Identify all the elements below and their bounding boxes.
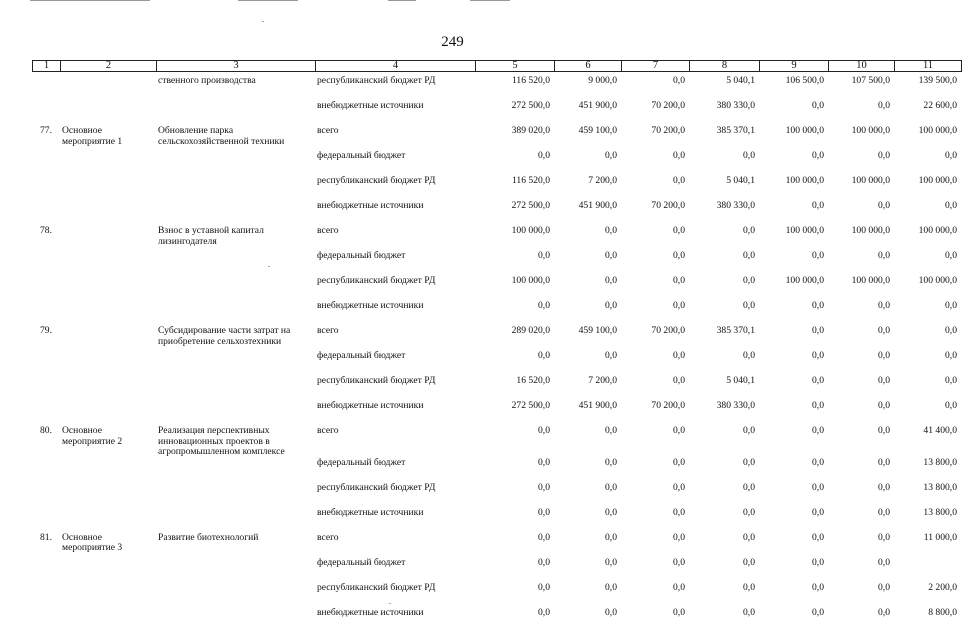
value-col-5: 100 000,0 (511, 275, 550, 286)
row-number (32, 151, 60, 176)
value-col-9: 0,0 (812, 300, 824, 311)
value-col-6: 0,0 (605, 225, 617, 236)
row-number (32, 483, 60, 508)
value-col-6: 451 900,0 (578, 200, 617, 211)
event-name: Основное мероприятие 2 (62, 425, 123, 447)
row-number (32, 351, 60, 376)
value-col-7: 0,0 (673, 531, 685, 543)
funding-source: республиканский бюджет РД (317, 275, 436, 286)
table-row (32, 376, 961, 401)
row-number (32, 458, 60, 483)
table-row (32, 101, 961, 126)
value-col-8: 5 040,1 (726, 75, 755, 86)
row-number (32, 608, 60, 633)
row-number: 80. (40, 425, 52, 436)
value-col-10: 0,0 (878, 375, 890, 386)
event-name (60, 483, 156, 508)
event-name (60, 351, 156, 376)
table-row (32, 151, 961, 176)
value-col-5: 0,0 (538, 300, 550, 311)
value-col-10: 107 500,0 (851, 75, 890, 86)
activity-description (156, 583, 315, 608)
value-col-7: 0,0 (673, 425, 685, 436)
funding-source: республиканский бюджет РД (317, 481, 436, 493)
value-col-11: 100 000,0 (918, 175, 957, 186)
value-col-10: 100 000,0 (851, 125, 890, 136)
value-col-11: 0,0 (945, 375, 957, 386)
event-name (60, 276, 156, 301)
funding-source: республиканский бюджет РД (317, 175, 436, 186)
value-col-5: 272 500,0 (511, 100, 550, 111)
value-col-8: 0,0 (743, 425, 755, 436)
value-col-10: 0,0 (878, 150, 890, 161)
value-col-9: 0,0 (812, 425, 824, 436)
activity-description (156, 558, 315, 583)
value-col-8: 380 330,0 (716, 100, 755, 111)
table-row (32, 401, 961, 426)
value-col-9: 0,0 (812, 556, 824, 568)
row-number (32, 76, 60, 101)
value-col-9: 0,0 (812, 350, 824, 361)
funding-source: федеральный бюджет (317, 150, 406, 161)
value-col-11: 13 800,0 (923, 506, 957, 518)
header-col-2: 2 (61, 61, 157, 72)
table-row (32, 276, 961, 301)
value-col-8: 385 370,1 (716, 325, 755, 336)
value-col-10: 0,0 (878, 400, 890, 411)
value-col-8: 0,0 (743, 556, 755, 568)
activity-description (156, 101, 315, 126)
value-col-8: 385 370,1 (716, 125, 755, 136)
value-col-5: 0,0 (538, 456, 550, 468)
value-col-6: 459 100,0 (578, 325, 617, 336)
value-col-10: 0,0 (878, 425, 890, 436)
event-name (60, 251, 156, 276)
value-col-10: 0,0 (878, 506, 890, 518)
table-row (32, 608, 961, 633)
value-col-11: 0,0 (945, 150, 957, 161)
value-col-11: 11 000,0 (923, 531, 957, 543)
table-row (32, 201, 961, 226)
value-col-5: 0,0 (538, 531, 550, 543)
value-col-8: 5 040,1 (726, 375, 755, 386)
event-name (60, 458, 156, 483)
header-col-1: 1 (33, 61, 61, 72)
activity-description (156, 301, 315, 326)
table-row (32, 458, 961, 483)
value-col-8: 380 330,0 (716, 400, 755, 411)
value-col-6: 0,0 (605, 481, 617, 493)
value-col-10: 0,0 (878, 581, 890, 593)
table-row (32, 508, 961, 533)
value-col-7: 0,0 (673, 175, 685, 186)
row-number (32, 201, 60, 226)
value-col-5: 389 020,0 (511, 125, 550, 136)
value-col-6: 0,0 (605, 506, 617, 518)
funding-source: всего (317, 531, 339, 543)
event-name (60, 583, 156, 608)
value-col-11: 0,0 (945, 250, 957, 261)
value-col-9: 0,0 (812, 100, 824, 111)
activity-description (156, 201, 315, 226)
value-col-6: 0,0 (605, 150, 617, 161)
activity-description (156, 376, 315, 401)
table-row (32, 533, 961, 558)
value-col-5: 289 020,0 (511, 325, 550, 336)
value-col-9: 0,0 (812, 531, 824, 543)
value-col-8: 0,0 (743, 481, 755, 493)
value-col-10: 0,0 (878, 300, 890, 311)
activity-description: Реализация перспективных инновационных проектов в агропромышленном комплексе (158, 425, 285, 457)
value-col-7: 0,0 (673, 375, 685, 386)
value-col-6: 459 100,0 (578, 125, 617, 136)
row-number (32, 583, 60, 608)
value-col-7: 0,0 (673, 75, 685, 86)
value-col-10: 0,0 (878, 250, 890, 261)
value-col-6: 7 200,0 (588, 375, 617, 386)
row-number (32, 176, 60, 201)
header-col-4: 4 (316, 61, 476, 72)
value-col-9: 0,0 (812, 200, 824, 211)
value-col-6: 0,0 (605, 425, 617, 436)
value-col-5: 0,0 (538, 606, 550, 618)
value-col-6: 451 900,0 (578, 100, 617, 111)
value-col-11: 13 800,0 (923, 456, 957, 468)
activity-description (156, 276, 315, 301)
funding-source: внебюджетные источники (317, 200, 424, 211)
event-name (60, 508, 156, 533)
activity-description: Развитие биотехнологий (158, 531, 259, 543)
value-col-7: 0,0 (673, 606, 685, 618)
row-number (32, 301, 60, 326)
value-col-11: 0,0 (945, 300, 957, 311)
value-col-6: 0,0 (605, 531, 617, 543)
value-col-7: 0,0 (673, 250, 685, 261)
value-col-5: 0,0 (538, 556, 550, 568)
value-col-9: 106 500,0 (785, 75, 824, 86)
value-col-8: 0,0 (743, 456, 755, 468)
activity-description (156, 401, 315, 426)
funding-source: республиканский бюджет РД (317, 375, 436, 386)
value-col-11: 8 800,0 (928, 606, 957, 618)
funding-source: внебюджетные источники (317, 100, 424, 111)
activity-description: Обновление парка сельскохозяйственной техники (158, 125, 285, 147)
value-col-8: 0,0 (743, 225, 755, 236)
value-col-6: 0,0 (605, 556, 617, 568)
value-col-5: 0,0 (538, 506, 550, 518)
value-col-11: 139 500,0 (918, 75, 957, 86)
value-col-7: 0,0 (673, 481, 685, 493)
value-col-8: 5 040,1 (726, 175, 755, 186)
scan-artifact-line (238, 0, 298, 1)
value-col-7: 0,0 (673, 456, 685, 468)
value-col-6: 0,0 (605, 581, 617, 593)
event-name: Основное мероприятие 3 (62, 531, 123, 553)
value-col-8: 0,0 (743, 606, 755, 618)
value-col-8: 0,0 (743, 531, 755, 543)
table-row (32, 583, 961, 608)
header-col-6: 6 (555, 61, 622, 72)
event-name (60, 201, 156, 226)
value-col-8: 0,0 (743, 581, 755, 593)
funding-source: федеральный бюджет (317, 250, 406, 261)
event-name (60, 326, 156, 351)
value-col-5: 272 500,0 (511, 200, 550, 211)
value-col-6: 451 900,0 (578, 400, 617, 411)
value-col-11: 22 600,0 (923, 100, 957, 111)
value-col-9: 0,0 (812, 150, 824, 161)
activity-description: Субсидирование части затрат на приобретение сельхозтехники (158, 325, 291, 347)
funding-source: республиканский бюджет РД (317, 581, 436, 593)
value-col-5: 100 000,0 (511, 225, 550, 236)
value-col-9: 0,0 (812, 400, 824, 411)
funding-source: внебюджетные источники (317, 300, 424, 311)
value-col-9: 0,0 (812, 581, 824, 593)
value-col-7: 0,0 (673, 225, 685, 236)
value-col-10: 0,0 (878, 325, 890, 336)
activity-description (156, 508, 315, 533)
value-col-5: 0,0 (538, 350, 550, 361)
activity-description (156, 176, 315, 201)
row-number: 79. (40, 325, 52, 336)
value-col-5: 272 500,0 (511, 400, 550, 411)
value-col-11 (894, 558, 961, 583)
header-col-11: 11 (895, 61, 962, 72)
value-col-10: 0,0 (878, 350, 890, 361)
event-name (60, 151, 156, 176)
event-name (60, 376, 156, 401)
value-col-9: 100 000,0 (785, 125, 824, 136)
value-col-6: 0,0 (605, 300, 617, 311)
value-col-11: 13 800,0 (923, 481, 957, 493)
column-number-header (32, 60, 962, 72)
table-row (32, 301, 961, 326)
value-col-5: 116 520,0 (511, 175, 550, 186)
value-col-5: 0,0 (538, 250, 550, 261)
activity-description: Взнос в уставной капитал лизингодателя (158, 225, 264, 247)
funding-source: федеральный бюджет (317, 350, 406, 361)
value-col-9: 100 000,0 (785, 175, 824, 186)
header-col-8: 8 (690, 61, 760, 72)
table-body (32, 76, 961, 633)
value-col-8: 0,0 (743, 150, 755, 161)
event-name (60, 76, 156, 101)
value-col-11: 100 000,0 (918, 275, 957, 286)
activity-description: ственного производства (158, 75, 256, 86)
table-row (32, 426, 961, 458)
value-col-5: 0,0 (538, 481, 550, 493)
funding-source: внебюджетные источники (317, 606, 424, 618)
value-col-11: 100 000,0 (918, 225, 957, 236)
value-col-10: 0,0 (878, 606, 890, 618)
value-col-10: 0,0 (878, 456, 890, 468)
funding-source: федеральный бюджет (317, 556, 406, 568)
value-col-6: 0,0 (605, 456, 617, 468)
value-col-5: 0,0 (538, 581, 550, 593)
value-col-10: 100 000,0 (851, 175, 890, 186)
budget-table (32, 76, 961, 633)
event-name: Основное мероприятие 1 (62, 125, 123, 147)
row-number (32, 251, 60, 276)
value-col-8: 0,0 (743, 350, 755, 361)
value-col-7: 0,0 (673, 350, 685, 361)
table-row (32, 251, 961, 276)
event-name (60, 401, 156, 426)
row-number: 81. (40, 531, 52, 543)
activity-description (156, 251, 315, 276)
table-row (32, 226, 961, 251)
row-number: 77. (40, 125, 52, 136)
value-col-11: 2 200,0 (928, 581, 957, 593)
funding-source: внебюджетные источники (317, 400, 424, 411)
table-row (32, 176, 961, 201)
row-number (32, 558, 60, 583)
value-col-7: 70 200,0 (651, 100, 685, 111)
scan-speck (262, 21, 264, 22)
row-number (32, 276, 60, 301)
value-col-7: 0,0 (673, 506, 685, 518)
value-col-7: 0,0 (673, 275, 685, 286)
value-col-6: 0,0 (605, 350, 617, 361)
value-col-9: 0,0 (812, 506, 824, 518)
value-col-9: 0,0 (812, 606, 824, 618)
value-col-8: 0,0 (743, 506, 755, 518)
value-col-5: 116 520,0 (511, 75, 550, 86)
table-row (32, 483, 961, 508)
value-col-8: 380 330,0 (716, 200, 755, 211)
value-col-8: 0,0 (743, 250, 755, 261)
value-col-7: 70 200,0 (651, 200, 685, 211)
scan-artifact-line (388, 0, 416, 1)
value-col-5: 0,0 (538, 425, 550, 436)
value-col-10: 0,0 (878, 481, 890, 493)
event-name (60, 608, 156, 633)
value-col-7: 70 200,0 (651, 400, 685, 411)
value-col-6: 0,0 (605, 250, 617, 261)
value-col-11: 0,0 (945, 200, 957, 211)
value-col-7: 0,0 (673, 556, 685, 568)
table-row (32, 326, 961, 351)
header-col-5: 5 (476, 61, 555, 72)
event-name (60, 226, 156, 251)
event-name (60, 558, 156, 583)
value-col-9: 0,0 (812, 325, 824, 336)
value-col-11: 0,0 (945, 400, 957, 411)
value-col-6: 7 200,0 (588, 175, 617, 186)
header-col-9: 9 (760, 61, 829, 72)
value-col-7: 0,0 (673, 150, 685, 161)
value-col-7: 0,0 (673, 300, 685, 311)
row-number (32, 101, 60, 126)
value-col-8: 0,0 (743, 300, 755, 311)
activity-description (156, 458, 315, 483)
value-col-6: 0,0 (605, 606, 617, 618)
table-row (32, 558, 961, 583)
row-number (32, 401, 60, 426)
value-col-5: 16 520,0 (516, 375, 550, 386)
value-col-7: 70 200,0 (651, 125, 685, 136)
funding-source: республиканский бюджет РД (317, 75, 436, 86)
value-col-11: 0,0 (945, 325, 957, 336)
activity-description (156, 608, 315, 633)
event-name (60, 301, 156, 326)
row-number: 78. (40, 225, 52, 236)
value-col-10: 0,0 (878, 531, 890, 543)
event-name (60, 176, 156, 201)
value-col-7: 0,0 (673, 581, 685, 593)
header-col-3: 3 (157, 61, 316, 72)
value-col-8: 0,0 (743, 275, 755, 286)
value-col-7: 70 200,0 (651, 325, 685, 336)
scan-artifact-line (470, 0, 510, 1)
value-col-6: 0,0 (605, 275, 617, 286)
value-col-9: 0,0 (812, 250, 824, 261)
funding-source: всего (317, 425, 339, 436)
table-row (32, 126, 961, 151)
row-number (32, 376, 60, 401)
value-col-9: 0,0 (812, 481, 824, 493)
value-col-10: 0,0 (878, 200, 890, 211)
value-col-9: 0,0 (812, 456, 824, 468)
value-col-11: 41 400,0 (923, 425, 957, 436)
funding-source: всего (317, 325, 339, 336)
funding-source: всего (317, 225, 339, 236)
activity-description (156, 483, 315, 508)
table-row (32, 351, 961, 376)
value-col-11: 0,0 (945, 350, 957, 361)
header-col-7: 7 (622, 61, 690, 72)
value-col-6: 9 000,0 (588, 75, 617, 86)
value-col-10: 0,0 (878, 556, 890, 568)
event-name (60, 101, 156, 126)
row-number (32, 508, 60, 533)
table-row (32, 76, 961, 101)
value-col-9: 0,0 (812, 375, 824, 386)
value-col-5: 0,0 (538, 150, 550, 161)
page-number: 249 (441, 34, 464, 50)
activity-description (156, 351, 315, 376)
funding-source: федеральный бюджет (317, 456, 406, 468)
value-col-11: 100 000,0 (918, 125, 957, 136)
header-col-10: 10 (829, 61, 895, 72)
funding-source: внебюджетные источники (317, 506, 424, 518)
activity-description (156, 151, 315, 176)
value-col-9: 100 000,0 (785, 275, 824, 286)
value-col-10: 100 000,0 (851, 225, 890, 236)
value-col-10: 100 000,0 (851, 275, 890, 286)
value-col-9: 100 000,0 (785, 225, 824, 236)
value-col-10: 0,0 (878, 100, 890, 111)
funding-source: всего (317, 125, 339, 136)
scan-artifact-line (30, 0, 150, 1)
